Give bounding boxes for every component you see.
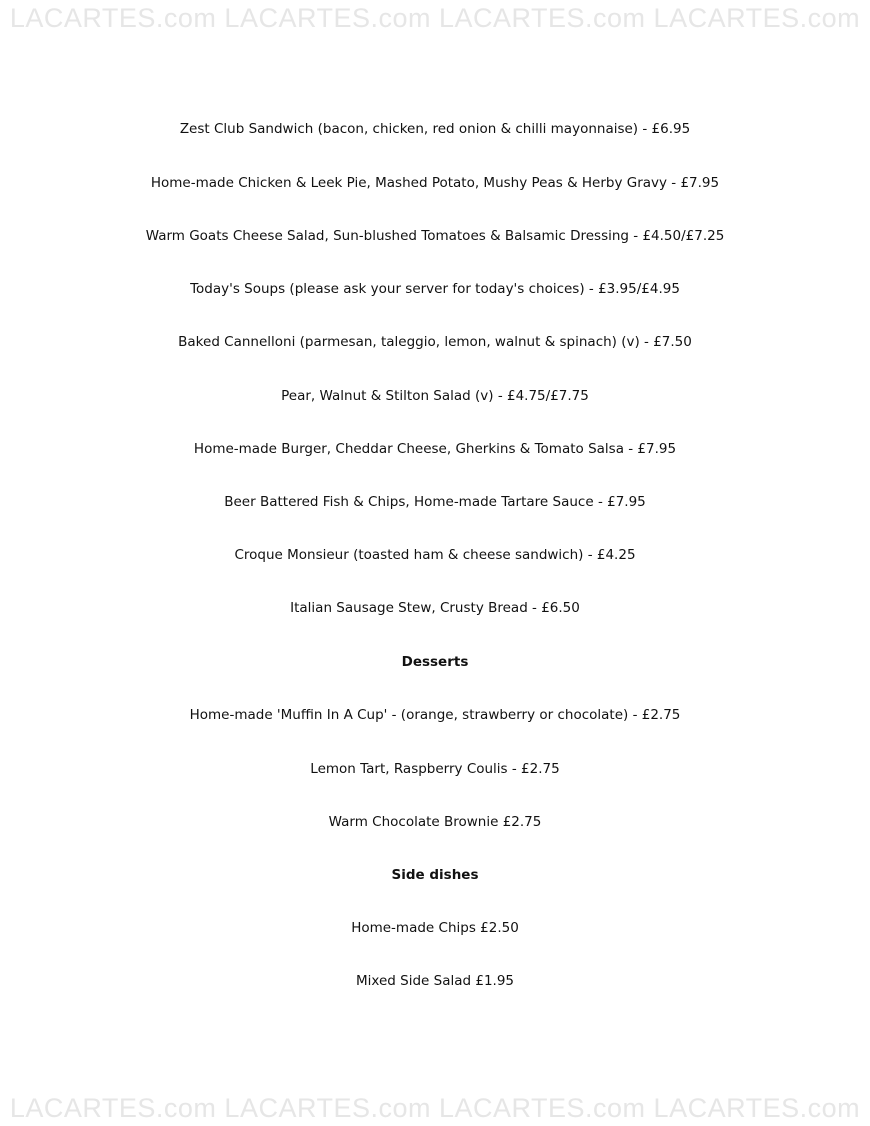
menu-item-pear-walnut-salad: Pear, Walnut & Stilton Salad (v) - £4.75/£7.75 <box>281 388 589 404</box>
menu-item-sausage-stew: Italian Sausage Stew, Crusty Bread - £6.50 <box>290 600 580 616</box>
menu-item-goats-cheese-salad: Warm Goats Cheese Salad, Sun-blushed Tomatoes & Balsamic Dressing - £4.50/£7.25 <box>145 228 725 244</box>
menu-item-chips: Home-made Chips £2.50 <box>351 920 519 936</box>
menu-item-side-salad: Mixed Side Salad £1.95 <box>356 973 514 989</box>
menu-item-baked-cannelloni: Baked Cannelloni (parmesan, taleggio, lemon, walnut & spinach) (v) - £7.50 <box>178 334 692 350</box>
section-heading-side-dishes: Side dishes <box>391 867 479 883</box>
menu-item-zest-club-sandwich: Zest Club Sandwich (bacon, chicken, red onion & chilli mayonnaise) - £6.95 <box>179 121 691 137</box>
watermark-bottom: LACARTES.com LACARTES.com LACARTES.com LACARTES.com <box>9 1093 861 1123</box>
menu-item-lemon-tart: Lemon Tart, Raspberry Coulis - £2.75 <box>310 761 560 777</box>
section-heading-desserts: Desserts <box>401 654 469 670</box>
menu-item-chicken-leek-pie: Home-made Chicken & Leek Pie, Mashed Potato, Mushy Peas & Herby Gravy - £7.95 <box>150 175 720 191</box>
menu-item-burger: Home-made Burger, Cheddar Cheese, Gherkins & Tomato Salsa - £7.95 <box>193 441 677 457</box>
menu-item-croque-monsieur: Croque Monsieur (toasted ham & cheese sandwich) - £4.25 <box>234 547 636 563</box>
menu-item-fish-and-chips: Beer Battered Fish & Chips, Home-made Tartare Sauce - £7.95 <box>224 494 646 510</box>
watermark-top: LACARTES.com LACARTES.com LACARTES.com LACARTES.com <box>9 3 861 33</box>
menu-item-chocolate-brownie: Warm Chocolate Brownie £2.75 <box>328 814 542 830</box>
menu-item-todays-soups: Today's Soups (please ask your server for today's choices) - £3.95/£4.95 <box>190 281 680 297</box>
menu-item-muffin-in-a-cup: Home-made 'Muffin In A Cup' - (orange, strawberry or chocolate) - £2.75 <box>189 707 681 723</box>
